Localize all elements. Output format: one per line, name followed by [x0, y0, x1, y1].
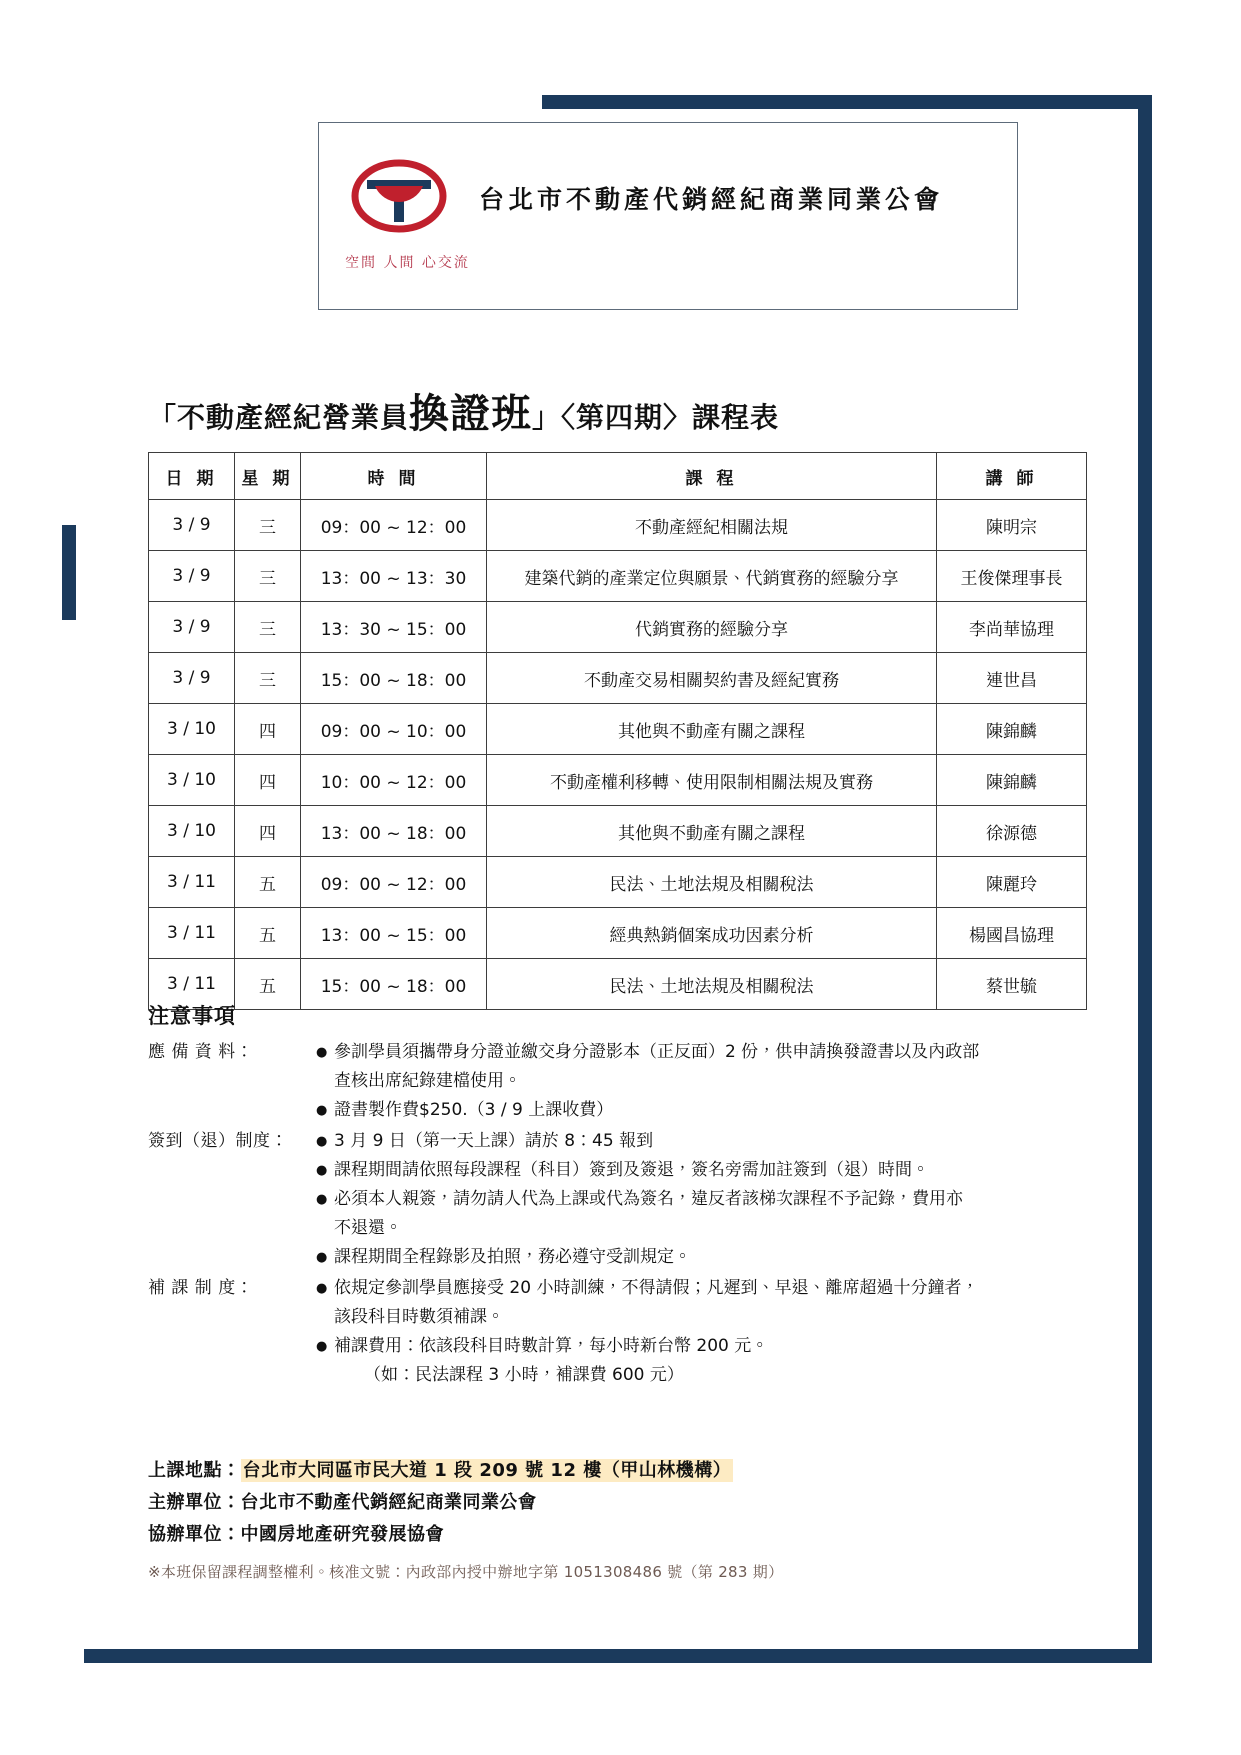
organization-name: 台北市不動產代銷經紀商業同業公會: [479, 185, 944, 214]
cell-time: 09：00 ~ 12：00: [301, 500, 487, 551]
cell-weekday: 三: [235, 500, 301, 551]
venue-label: 上課地點：: [148, 1460, 241, 1481]
organizer-value: 台北市不動產代銷經紀商業同業公會: [240, 1492, 537, 1513]
cell-date: 3 / 10: [149, 704, 235, 755]
frame-notch-top: [62, 95, 542, 125]
table-row: [149, 704, 1087, 755]
note-item: ● 證書製作費$250.（3 / 9 上課收費）: [316, 1096, 1098, 1125]
cell-time: 09：00 ~ 10：00: [301, 704, 487, 755]
cell-lecturer: 陳錦麟: [937, 755, 1087, 806]
cell-weekday: 五: [235, 857, 301, 908]
note-item-continuation: （如：民法課程 3 小時，補課費 600 元）: [364, 1365, 684, 1385]
cell-lecturer: 連世昌: [937, 653, 1087, 704]
column-header-time: 時 間: [301, 453, 487, 500]
cell-lecturer: 楊國昌協理: [937, 908, 1087, 959]
note-item: ● 參訓學員須攜帶身分證並繳交身分證影本（正反面）2 份，供申請換發證書以及內政部: [316, 1038, 1098, 1067]
cell-weekday: 三: [235, 551, 301, 602]
organizer-line: [148, 1487, 1098, 1519]
cell-weekday: 四: [235, 806, 301, 857]
letterhead-content: [345, 150, 943, 246]
cell-lecturer: 陳明宗: [937, 500, 1087, 551]
note-item: ● 補課費用：依該段科目時數計算，每小時新台幣 200 元。: [316, 1332, 1098, 1361]
cell-date: 3 / 11: [149, 959, 235, 1010]
disclaimer-text: ※本班保留課程調整權利。核准文號：內政部內授中辦地字第 1051308486 號（第 283 期）: [148, 1563, 784, 1581]
cell-date: 3 / 9: [149, 551, 235, 602]
cell-weekday: 四: [235, 704, 301, 755]
course-schedule-table: [148, 452, 1087, 1010]
cell-weekday: 三: [235, 602, 301, 653]
column-header-course: 課 程: [487, 453, 937, 500]
cell-time: 09：00 ~ 12：00: [301, 857, 487, 908]
cell-date: 3 / 11: [149, 908, 235, 959]
notes-group-label: 應 備 資 料：: [148, 1042, 254, 1062]
cell-date: 3 / 9: [149, 653, 235, 704]
cell-lecturer: 徐源德: [937, 806, 1087, 857]
organizer-label: 主辦單位：: [148, 1492, 241, 1513]
cell-date: 3 / 10: [149, 755, 235, 806]
page-title-emphasis: 換證班: [409, 390, 533, 437]
note-item-continuation: 不退還。: [334, 1218, 402, 1238]
note-item: ● 必須本人親簽，請勿請人代為上課或代為簽名，違反者該梯次課程不予記錄，費用亦: [316, 1185, 1098, 1214]
cell-course: 民法、土地法規及相關稅法: [487, 857, 937, 908]
table-row: [149, 602, 1087, 653]
cell-course: 不動產權利移轉、使用限制相關法規及實務: [487, 755, 937, 806]
cell-weekday: 三: [235, 653, 301, 704]
cell-time: 15：00 ~ 18：00: [301, 959, 487, 1010]
cell-lecturer: 陳麗玲: [937, 857, 1087, 908]
table-row: [149, 806, 1087, 857]
notes-group-label: 補 課 制 度：: [148, 1278, 254, 1298]
table-header-row: [149, 453, 1087, 500]
notes-title: 注意事項: [148, 1004, 236, 1028]
column-header-date: 日 期: [149, 453, 235, 500]
cell-lecturer: 陳錦麟: [937, 704, 1087, 755]
cell-date: 3 / 11: [149, 857, 235, 908]
cell-date: 3 / 10: [149, 806, 235, 857]
note-item: ● 依規定參訓學員應接受 20 小時訓練，不得請假；凡遲到、早退、離席超過十分鐘者，: [316, 1274, 1098, 1303]
frame-notch-left-upper: [62, 95, 84, 525]
note-item: ● 課程期間全程錄影及拍照，務必遵守受訓規定。: [316, 1243, 1098, 1272]
notes-section: [148, 1000, 1098, 1392]
notes-group-label: 簽到（退）制度：: [148, 1131, 288, 1151]
cell-time: 13：00 ~ 13：30: [301, 551, 487, 602]
table-row: [149, 857, 1087, 908]
coorganizer-label: 協辦單位：: [148, 1524, 241, 1545]
coorganizer-value: 中國房地產研究發展協會: [240, 1524, 444, 1545]
cell-course: 不動產經紀相關法規: [487, 500, 937, 551]
table-row: [149, 551, 1087, 602]
cell-weekday: 五: [235, 959, 301, 1010]
organization-slogan: 空間 人間 心交流: [345, 255, 470, 271]
association-logo-icon: [345, 150, 453, 246]
note-item-continuation: 該段科目時數須補課。: [334, 1307, 504, 1327]
table-row: [149, 653, 1087, 704]
cell-time: 10：00 ~ 12：00: [301, 755, 487, 806]
cell-course: 其他與不動產有關之課程: [487, 806, 937, 857]
page-title: [148, 382, 779, 439]
cell-date: 3 / 9: [149, 500, 235, 551]
cell-course: 不動產交易相關契約書及經紀實務: [487, 653, 937, 704]
notes-group-body: [316, 1274, 1098, 1390]
cell-course: 經典熱銷個案成功因素分析: [487, 908, 937, 959]
footer-info: [148, 1455, 1098, 1582]
note-item: ● 3 月 9 日（第一天上課）請於 8：45 報到: [316, 1127, 1098, 1156]
cell-course: 民法、土地法規及相關稅法: [487, 959, 937, 1010]
column-header-lecturer: 講 師: [937, 453, 1087, 500]
cell-weekday: 四: [235, 755, 301, 806]
frame-notch-left-lower: [62, 620, 84, 1665]
cell-time: 13：30 ~ 15：00: [301, 602, 487, 653]
notes-group-makeup: [148, 1274, 1098, 1390]
cell-course: 其他與不動產有關之課程: [487, 704, 937, 755]
venue-line: [148, 1455, 1098, 1487]
note-item: ● 課程期間請依照每段課程（科目）簽到及簽退，簽名旁需加註簽到（退）時間。: [316, 1156, 1098, 1185]
cell-course: 代銷實務的經驗分享: [487, 602, 937, 653]
cell-weekday: 五: [235, 908, 301, 959]
cell-lecturer: 蔡世毓: [937, 959, 1087, 1010]
notes-group-materials: [148, 1038, 1098, 1125]
notes-group-signin: [148, 1127, 1098, 1272]
cell-lecturer: 王俊傑理事長: [937, 551, 1087, 602]
venue-value: 台北市大同區市民大道 1 段 209 號 12 樓（甲山林機構）: [242, 1460, 732, 1481]
table-row: [149, 755, 1087, 806]
note-item-continuation: 查核出席紀錄建檔使用。: [334, 1071, 521, 1091]
cell-lecturer: 李尚華協理: [937, 602, 1087, 653]
page-title-suffix: 」〈第四期〉課程表: [532, 401, 780, 434]
notes-group-body: [316, 1127, 1098, 1272]
table-row: [149, 908, 1087, 959]
cell-time: 13：00 ~ 18：00: [301, 806, 487, 857]
cell-time: 15：00 ~ 18：00: [301, 653, 487, 704]
coorganizer-line: [148, 1519, 1098, 1551]
cell-time: 13：00 ~ 15：00: [301, 908, 487, 959]
column-header-weekday: 星 期: [235, 453, 301, 500]
table-row: [149, 500, 1087, 551]
cell-course: 建築代銷的產業定位與願景、代銷實務的經驗分享: [487, 551, 937, 602]
notes-group-body: [316, 1038, 1098, 1125]
cell-date: 3 / 9: [149, 602, 235, 653]
page-title-prefix: 「不動產經紀營業員: [148, 401, 410, 434]
